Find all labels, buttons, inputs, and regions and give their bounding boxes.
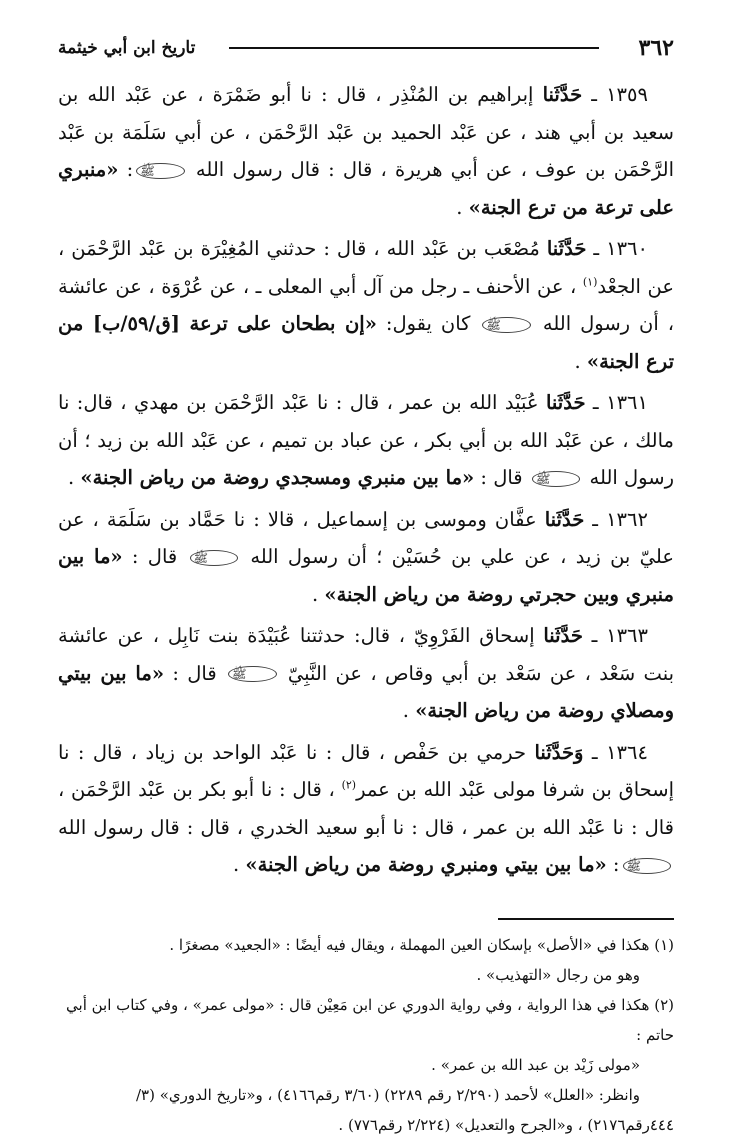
hadith-text: «ما بين بيتي ومنبري روضة من رياض الجنة» bbox=[245, 853, 607, 876]
footnote-2-cont: «مولى زَيْد بن عبد الله بن عمر» . bbox=[431, 1055, 640, 1074]
salutation-icon: ﷺ bbox=[532, 471, 581, 487]
hadith-1363: ١٣٦٣ ـ حَدَّثَنا إسحاق الفَرْوِيّ ، قال: حدثتنا عُبَيْدَة بنت نَابِل ، عن عائشة بنت سَعْد ، عن سَعْد بن أبي وقاص ، عن النَّبِيّ ﷺ قال : «ما بين بيتي ومصلاي روضة من رياض الجنة» . bbox=[58, 624, 675, 722]
hadith-1359: ١٣٥٩ ـ حَدَّثَنا إبراهيم بن المُنْذِر ، قال : نا أبو ضَمْرَة ، عن عَبْد الله بن سعيد بن أبي هند ، عن عَبْد الحميد بن عَبْد الرَّحْمَن ، عن أبي سَلَمَة بن عَبْد الرَّحْمَن بن عوف ، عن أبي هريرة ، قال : قال رسول الله ﷺ: «منبري على ترعة من ترع الجنة» . bbox=[58, 83, 674, 219]
footnote-ref: (٢) bbox=[341, 778, 357, 792]
hadith-1362: ١٣٦٢ ـ حَدَّثَنا عفَّان وموسى بن إسماعيل ، قالا : نا حَمَّاد بن سَلَمَة ، عن عليّ بن زيد ، عن علي بن حُسَيْن ؛ أن رسول الله ﷺ قال : «ما بين منبري وبين حجرتي روضة من رياض الجنة» . bbox=[58, 507, 674, 606]
hadith-1360: ١٣٦٠ ـ حَدَّثَنا مُصْعَب بن عَبْد الله ، قال : حدثني المُغِيْرَة بن عَبْد الرَّحْمَن ، عن الجعْد$^{(١)}$ ، عن الأحنف ـ رجل من آل أبي المعلى ـ ، عن عُرْوَة ، عن عائشة ، أن رسول الله ﷺ كان يقول: «إن بطحان على ترعة [ق/٥٩/ب] من ترع الجنة» . bbox=[58, 237, 674, 373]
footnote-1: (١) هكذا في «الأصل» بإسكان العين المهملة ، ويقال فيه أيضًا : «الجعيد» مصغرًا . bbox=[169, 935, 674, 954]
salutation-icon: ﷺ bbox=[623, 858, 672, 874]
hadith-text: «ما بين منبري وبين حجرتي روضة من رياض الجنة» bbox=[58, 545, 674, 606]
page-number: ٣٦٢ bbox=[638, 35, 674, 61]
hadith-1364: ١٣٦٤ ـ وَحَدَّثَنا حرمي بن حَفْص ، قال : نا عَبْد الواحد بن زياد ، قال : نا إسحاق بن شرفا مولى عَبْد الله بن عمر$^{(٢)}$ ، قال : نا أبو بكر بن عَبْد الرَّحْمَن ، قال : نا عَبْد الله بن عمر ، قال : نا أبو سعيد الخدري ، قال : قال رسول الله ﷺ: «ما بين بيتي ومنبري روضة من رياض الجنة» . bbox=[58, 740, 675, 876]
page-header bbox=[58, 30, 674, 66]
hadith-text: «إن بطحان على ترعة [ق/٥٩/ب] من ترع الجنة» bbox=[58, 312, 674, 373]
page bbox=[58, 30, 675, 1134]
footnote-divider bbox=[498, 918, 674, 920]
footnotes bbox=[58, 930, 674, 1140]
main-text bbox=[58, 76, 674, 884]
salutation-icon: ﷺ bbox=[190, 550, 239, 566]
footnote-1-cont: وهو من رجال «التهذيب» . bbox=[476, 965, 640, 984]
salutation-icon: ﷺ bbox=[482, 317, 531, 333]
book-title: تاريخ ابن أبي خيثمة bbox=[58, 38, 196, 58]
footnote-2: (٢) هكذا في هذا الرواية ، وفي رواية الدوري عن ابن مَعِيْن قال : «مولى عمر» ، وفي كتاب ابن أبي حاتم : bbox=[66, 995, 674, 1044]
hadith-text: «ما بين منبري ومسجدي روضة من رياض الجنة» bbox=[80, 466, 475, 489]
footnote-2-refs: وانظر: «العلل» لأحمد (٢/٢٩٠ رقم ٢٢٨٩) (٣/٦٠ رقم٤١٦٦) ، و«تاريخ الدوري» (٣/ bbox=[135, 1085, 640, 1104]
footnote-ref: (١) bbox=[582, 275, 598, 288]
salutation-icon: ﷺ bbox=[136, 163, 185, 179]
hadith-1361: ١٣٦١ ـ حَدَّثَنا عُبَيْد الله بن عمر ، قال : نا عَبْد الرَّحْمَن بن مهدي ، قال: نا مالك ، عن عَبْد الله بن أبي بكر ، عن عباد بن تميم ، عن عَبْد الله بن زيد ؛ أن رسول الله ﷺ قال : «ما بين منبري ومسجدي روضة من رياض الجنة» . bbox=[58, 391, 674, 489]
salutation-icon: ﷺ bbox=[228, 666, 277, 682]
hadith-text: «منبري على ترعة من ترع الجنة» bbox=[58, 158, 674, 219]
header-rule bbox=[229, 47, 598, 49]
hadith-text: «ما بين بيتي ومصلاي روضة من رياض الجنة» bbox=[58, 661, 674, 722]
footnote-2-refs-cont: ٤٤٤رقم٢١٧٦) ، و«الجرح والتعديل» (٢/٢٢٤ رقم٧٧٦) . bbox=[338, 1115, 674, 1134]
